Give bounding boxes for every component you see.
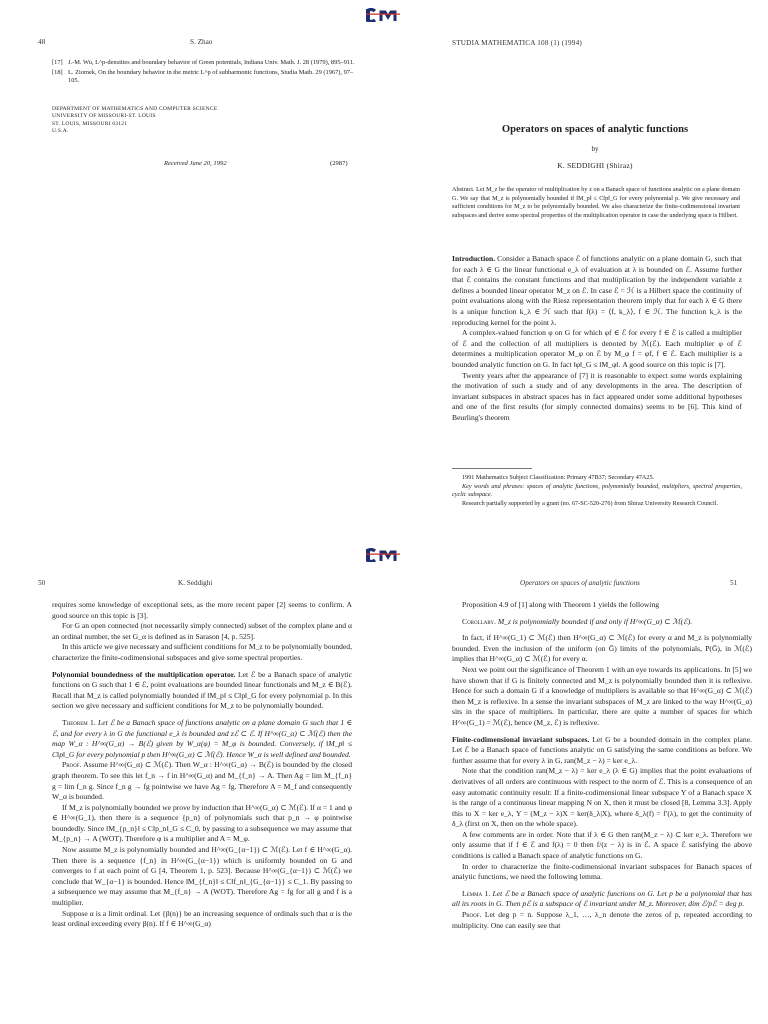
- bottom-right-running-head: Operators on spaces of analytic functions: [520, 579, 640, 587]
- proof-heading: Proof.: [462, 910, 482, 920]
- bottom-right-body: Proposition 4.9 of [1] along with Theorem 1 yields the following Corollary. M_z is polynomially bounded if and only if H^∞(G_α) ⊂ ℳ(ℰ). In fact, if H^∞(G_1) ⊂ ℳ(ℰ) then H^∞(G_α) ⊂ ℳ(ℰ) for every α and M_z is polynomially bounded. Even the inclusion of the uniform (on Ḡ) limits of the polynomials, P(Ḡ), in ℳ(ℰ) implies that H^∞(G_α) ⊂ ℳ(ℰ) for every α. Next we point out the significance of Theorem 1 with an eye towards its applications. In [5] we have shown that if G is finitely connected and M_z is polynomially bounded then it is reflexive. Hence for such a domain G if a knowledge of multipliers is available so that H^∞(G_α) ⊂ ℳ(ℰ) then M_z is reflexive. In a sense the invariant subspaces of M_z are linked to the way H^∞(G_α) sits in the space of multipliers. In particular, there are quite a number of spaces for which H^∞(G_1) = ℳ(ℰ), hence (M_z, ℰ) is reflexive. Finite-codimensional invariant subspaces. Let G be a bounded domain in the complex plane. Let ℰ be a Banach space of functions analytic on G satisfying the same conditions as before. We further assume that for every λ in G, ran(M_z − λ) = ker e_λ. Note that the condition ran(M_z − λ) = ker e_λ (λ ∈ G) implies that the point evaluations of derivatives of all orders are continuous with respect to the norm of ℰ. This is a consequence of an easy automatic continuity result: If a finite-codimensional linear subspace Y of a Banach space X is the range of a continuous linear mapping N on X, then it must be closed [8, Lemma 3.3]. Apply this to X = ker e_λ, Y = (M_z − λ)X = ker(δ_λ|X), where δ_λ(f) = f′(λ), to get the continuity of δ_λ (first on X, then on the whole space). A few comments are in order. Note that if λ ∈ G then ran(M_z − λ) ⊂ ker e_λ. Therefore we only assume that if f ∈ ℰ and f(λ) = 0 then f/(z − λ) is in ℰ. A space ℰ satisfying the above conditions is called a Banach space of analytic functions on G. In order to characterize the finite-codimensional invariant subspaces for Banach spaces of analytic functions, we need the following lemma. Lemma 1. Let ℰ be a Banach space of analytic functions on G. Let p be a polynomial that has all its roots in G. Then pℰ is a subspace of ℰ invariant under M_z. Moreover, dim ℰ/pℰ = deg p. Proof. Let deg p = n. Suppose λ_1, …, λ_n denote the zeros of p, repeated according to multiplicity. One can easily see that: [452, 600, 752, 930]
- bottom-left-page-number: 50: [38, 579, 46, 587]
- section-heading: Finite-codimensional invariant subspaces.: [452, 734, 590, 744]
- reference-item: [18] L. Ziomek, On the boundary behavior in the metric L^p of subharmonic functions, Studia Math. 29 (1967), 97–105.: [52, 68, 354, 85]
- reference-list: [52, 59, 362, 86]
- theorem-heading: Theorem 1.: [62, 717, 96, 727]
- section-heading: Polynomial boundedness of the multiplication operator.: [52, 669, 236, 679]
- proof-heading: Proof.: [62, 760, 82, 770]
- bottom-right-page-number: 51: [730, 579, 738, 587]
- author-name: K. SEDDIGHI (Shiraz): [557, 161, 633, 170]
- bottom-left-running-head: K. Seddighi: [178, 579, 213, 587]
- icm-logo: [366, 548, 400, 562]
- journal-header: STUDIA MATHEMATICA 108 (1) (1994): [452, 39, 582, 47]
- author-address: DEPARTMENT OF MATHEMATICS AND COMPUTER SCIENCE UNIVERSITY OF MISSOURI-ST. LOUIS ST. LOUIS, MISSOURI 63121 U.S.A.: [52, 106, 218, 135]
- bottom-left-body: requires some knowledge of exceptional sets, as the more recent paper [2] seems to confirm. A good source on this topic is [3]. For G an open connected (not necessarily simply connected) subset of the complex plane and α an ordinal number, the set G_α is defined as in Sarason [4, p. 525]. In this article we give necessary and sufficient conditions for M_z to be polynomially bounded, characterize the finite-codimensional subspaces and give some spectral properties. Polynomial boundedness of the multiplication operator. Let ℰ be a Banach space of analytic functions on G such that 1 ∈ ℰ, point evaluations are bounded linear functionals and M_z ∈ B(ℰ). Recall that M_z is called polynomially bounded if ‖M_p‖ ≤ C‖p‖_G for every polynomial p. In this section we give necessary and sufficient conditions for M_z to be polynomially bounded. Theorem 1. Let ℰ be a Banach space of functions analytic on a plane domain G such that 1 ∈ ℰ, and for every λ in G the functional e_λ is bounded and zℰ ⊂ ℰ. If H^∞(G_α) ⊂ ℳ(ℰ) then the map W_α : H^∞(G_α) → B(ℰ) given by W_α(φ) = M_φ is bounded. Conversely, if ‖M_p‖ ≤ C‖p‖_G for every polynomial p then H^∞(G_α) ⊂ ℳ(ℰ). Hence W_α is well defined and bounded. Proof. Assume H^∞(G_α) ⊂ ℳ(ℰ). Then W_α : H^∞(G_α) → B(ℰ) is bounded by the closed graph theorem. To see this let f_n → f in H^∞(G_α) and M_{f_n} → A. Then Ag = lim M_{f_n} g = lim f_n g. Since f_n g → fg pointwise we have Ag = fg. Therefore A = M_f and consequently W_α is bounded. If M_z is polynomially bounded we prove by induction that H^∞(G_α) ⊂ ℳ(ℰ). If α = 1 and φ ∈ H^∞(G_1), then there is a sequence {p_n} of polynomials such that p_n → φ pointwise boundedly. Since ‖M_{p_n}‖ ≤ C‖p_n‖_G ≤ C_0, by passing to a subsequence we may assume that M_{p_n} → A (WOT). Therefore φ is a multiplier and A = M_φ. Now assume M_z is polynomially bounded and H^∞(G_{α−1}) ⊂ ℳ(ℰ). Let f ∈ H^∞(G_α). Then there is a sequence {f_n} in H^∞(G_{α−1}) which is uniformly bounded on G and converges to f at each point of G [4, Theorem 1, p. 523]. Because H^∞(G_{α−1}) ⊂ ℳ(ℰ) we conclude that W_{α−1} is bounded. Hence ‖M_{f_n}‖ ≤ C‖f_n‖_{G_{α−1}} ≤ C_1. By passing to a subsequence we may assume that M_{f_n} → A (WOT). Therefore Ag = fg for all g and f is a multiplier. Suppose α is a limit ordinal. Let {β(n)} be an increasing sequence of ordinals such that α is the least ordinal exceeding every β(n). If f ∈ H^∞(G_α): [52, 600, 352, 929]
- icm-logo: [366, 8, 400, 22]
- received-date: Received June 20, 1992: [164, 160, 227, 167]
- paper-title: Operators on spaces of analytic functions: [501, 124, 689, 135]
- section-heading: Introduction.: [452, 254, 496, 263]
- top-left-running-head: S. Zhao: [190, 38, 213, 46]
- footnote-rule: [452, 468, 532, 469]
- paper-id: (2987): [330, 160, 348, 167]
- abstract: Abstract. Let M_z be the operator of multiplication by z on a Banach space of functions analytic on a plane domain G. We say that M_z is polynomially bounded if ‖M_p‖ ≤ C‖p‖_G for every polynomial p. We give necessary and sufficient conditions for M_z to be polynomially bounded. We also characterize the finite-codimensional invariant subspaces and derive some spectral properties of the multiplication operator in case the underlying space is Hilbert.: [452, 186, 740, 219]
- corollary-heading: Corollary.: [462, 616, 496, 626]
- reference-item: [17] J.-M. Wu, L^p-densities and boundary behavior of Green potentials, Indiana Univ. Math. J. 28 (1979), 895–911.: [52, 59, 355, 66]
- footnotes: 1991 Mathematics Subject Classification: Primary 47B37; Secondary 47A25. Key words and phrases: spaces of analytic functions, polynomially bounded, multipliers, spectral properties, cyclic subspace. Research partially supported by a grant (no. 67-SC-520-276) from Shiraz University Research Council.: [452, 474, 742, 507]
- lemma-heading: Lemma 1.: [462, 888, 491, 898]
- top-left-page-number: 48: [38, 38, 46, 46]
- intro-section: Introduction. Consider a Banach space ℰ of functions analytic on a plane domain G, such that for each λ ∈ G the linear functional e_λ of evaluation at λ is bounded on ℰ. Assume further that ℰ contains the constant functions and that multiplication by the independent variable z defines a bounded linear operator M_z on ℰ. In case ℰ = ℋ is a Hilbert space the continuity of point evaluations along with the Riesz representation theorem imply that for each λ ∈ G there is a unique function k_λ ∈ ℋ such that f(λ) = ⟨f, k_λ⟩, f ∈ ℋ. The function k_λ is the reproducing kernel for the point λ. A complex-valued function φ on G for which φf ∈ ℰ for every f ∈ ℰ is called a multiplier of ℰ and the collection of all multipliers is denoted by ℳ(ℰ). Each multiplier φ of ℰ determines a multiplication operator M_φ on ℰ by M_φ f = φf, f ∈ ℰ. Each multiplier is a bounded analytic function on G. In fact ‖φ‖_G ≤ ‖M_φ‖. A good source on this topic is [7]. Twenty years after the appearance of [7] it is reasonable to expect some words explaining the motivation of such a study and of any developments in the area. The description of invariant subspaces in abstract spaces has in fact appeared under some additional hypotheses and one of the first results (for simply connected domains) seems to be [6]. This kind of Beurling's theorem: [452, 254, 742, 422]
- by-line: by: [591, 145, 599, 153]
